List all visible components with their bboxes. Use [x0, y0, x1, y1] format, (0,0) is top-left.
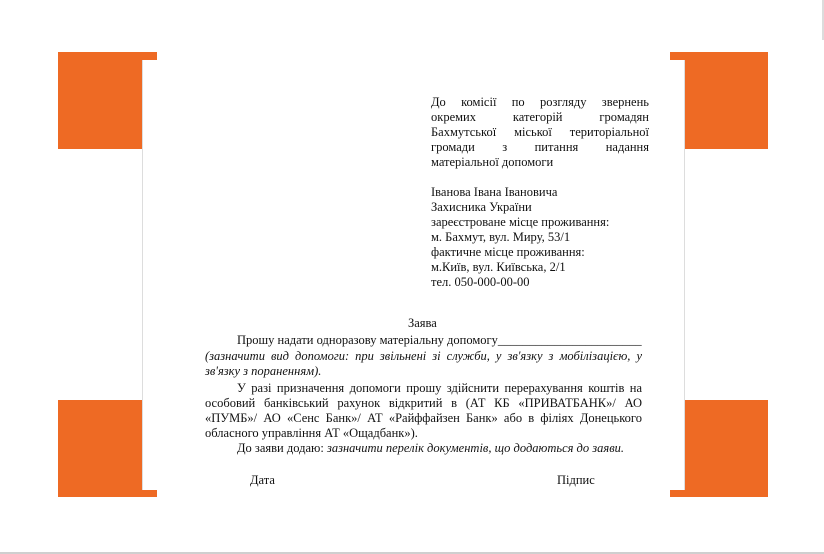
payment-line-1: У разі призначення допомоги прошу здійснити перерахування коштів на	[237, 381, 642, 395]
addressee-line-1: До комісії по розгляду звернень	[431, 95, 649, 109]
payment-line-4: обласного управління АТ «Ощадбанк»).	[205, 426, 418, 440]
addressee-line-3: Бахмутської міської територіальної	[431, 125, 649, 139]
document-title: Заява	[408, 316, 437, 330]
applicant-phone: тел. 050-000-00-00	[431, 275, 530, 289]
applicant-actual-address: м.Київ, вул. Київська, 2/1	[431, 260, 566, 274]
addressee-line-2: окремих категорій громадян	[431, 110, 649, 124]
applicant-registered-label: зареєстроване місце проживання:	[431, 215, 610, 229]
addressee-line-5: матеріальної допомоги	[431, 155, 554, 169]
signature-label: Підпис	[557, 473, 595, 487]
applicant-actual-label: фактичне місце проживання:	[431, 245, 585, 259]
request-note-line-2: зв'язку з пораненням).	[205, 364, 322, 378]
payment-line-3: «ПУМБ»/ АО «Сенс Банк»/ АТ «Райффайзен Банк» або в філіях Донецького	[205, 411, 642, 425]
applicant-registered-address: м. Бахмут, вул. Миру, 53/1	[431, 230, 571, 244]
applicant-name: Іванова Івана Івановича	[431, 185, 558, 199]
attachments-prefix: До заяви додаю:	[237, 441, 327, 455]
request-line-1: Прошу надати одноразову матеріальну допомогу_______________________	[237, 333, 642, 347]
request-note-line-1: (зазначити вид допомоги: при звільнені зі служби, у зв'язку з мобілізацією, у	[205, 349, 642, 363]
applicant-status: Захисника України	[431, 200, 532, 214]
date-label: Дата	[250, 473, 275, 487]
attachments-note: зазначити перелік документів, що додаються до заяви.	[326, 441, 624, 455]
payment-line-2: особовий банківський рахунок відкритий в (АТ КБ «ПРИВАТБАНК»/ АО	[205, 396, 642, 410]
attachments-line	[237, 441, 624, 456]
addressee-line-4: громади з питання надання	[431, 140, 649, 154]
